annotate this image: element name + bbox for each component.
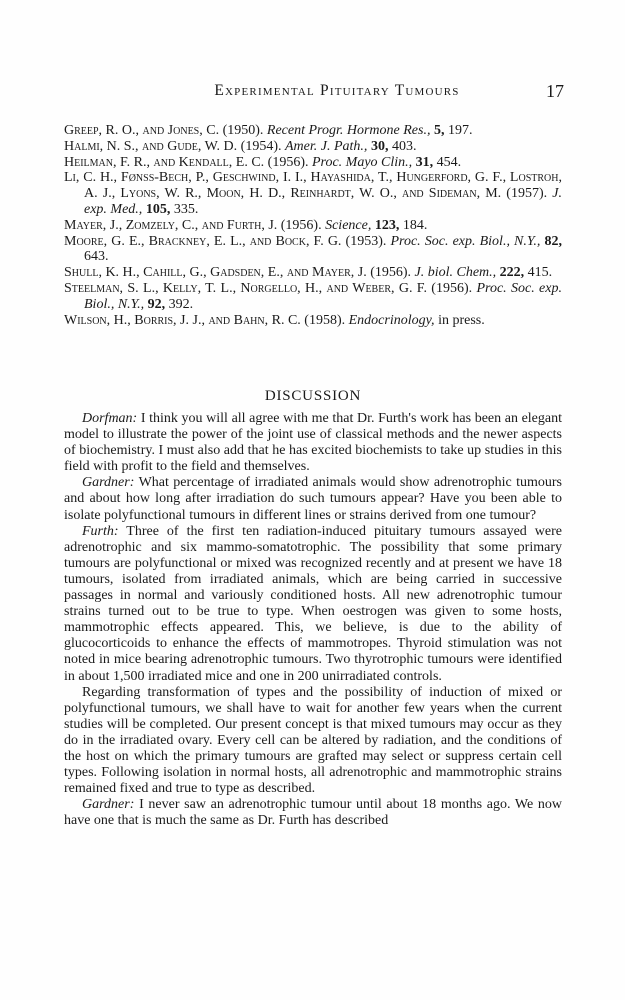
discussion-paragraph [64,475,562,523]
reference-volume: 82, [544,233,562,249]
reference-authors: Halmi, N. S., and Gude, W. D. (1954). [64,138,282,154]
paragraph-text: What percentage of irradiated animals would show adrenotrophic tumours and about how long after irradiation do such tumours appear? Have you been able to isolate polyfunctional tumours in different lines or strains derived from one tumour? [64,475,562,523]
discussion-heading: DISCUSSION [264,388,362,404]
paragraph-text: Regarding transformation of types and the possibility of induction of mixed or polyfunctional tumours, we shall have to wait for another few years when the current studies will be completed. Our present concept is that mixed tumours may occur as they do in the irradiated ovary. Every cell can be altered by radiation, and the conditions of the host on which the primary tumours are grafted may select or suppress certain cell types. Following isolation in normal hosts, all adrenotrophic and mammotrophic strains remained fixed and true to type as described. [64,684,562,797]
reference-authors: Mayer, J., Zomzely, C., and Furth, J. (1956). [64,217,322,233]
reference-journal: Endocrinology, [348,312,435,328]
speaker-name: Furth: [82,523,119,539]
reference-entry [64,123,562,139]
reference-authors: Heilman, F. R., and Kendall, E. C. (1956). [64,154,309,170]
reference-pages: 643. [84,249,109,265]
reference-journal: Proc. Mayo Clin., [311,154,413,170]
reference-volume: 30, [370,138,389,154]
speaker-name: Gardner: [82,475,135,491]
reference-entry [64,281,562,313]
reference-journal: Amer. J. Path., [285,138,368,154]
reference-journal: J. exp. Med., [84,186,563,217]
reference-authors: Shull, K. H., Cahill, G., Gadsden, E., and Mayer, J. (1956). [64,265,412,281]
reference-volume: 123, [374,217,400,233]
reference-authors: Moore, G. E., Brackney, E. L., and Bock, F. G. (1953). [64,233,387,249]
reference-list [64,123,562,328]
reference-pages: 454. [436,154,462,170]
running-head [110,82,564,110]
reference-volume: 222, [499,265,525,281]
reference-journal: Science, [325,217,372,233]
reference-pages: 197. [447,123,473,138]
reference-pages: in press. [438,312,485,328]
discussion-body [64,411,562,829]
speaker-name: Dorfman: [82,411,138,426]
discussion-paragraph [64,685,562,798]
reference-journal: J. biol. Chem., [414,265,497,281]
reference-authors: Greep, R. O., and Jones, C. (1950). [64,123,264,138]
page-number: 17 [546,81,564,101]
reference-journal: Recent Progr. Hormone Res., [266,123,431,138]
reference-entry [64,170,562,217]
reference-authors: Wilson, H., Borris, J. J., and Bahn, R. C. (1958). [64,312,346,328]
discussion-paragraph [64,524,562,685]
reference-volume: 105, [145,201,171,217]
reference-volume: 31, [415,154,434,170]
reference-journal: Proc. Soc. exp. Biol., N.Y., [390,233,541,249]
reference-entry [64,139,562,155]
reference-pages: 392. [168,296,194,312]
reference-entry [64,155,562,171]
paragraph-text: I think you will all agree with me that Dr. Furth's work has been an elegant model to illustrate the power of the joint use of classical methods and the newer aspects of biochemistry. I must also add that he has excited biochemists to take up studies in this field with profit to the field and themselves. [64,411,562,475]
reference-entry [64,313,562,329]
reference-entry [64,218,562,234]
reference-entry [64,265,562,281]
reference-authors: Li, C. H., Fønss-Bech, P., Geschwind, I. I., Hayashida, T., Hungerford, G. F., Lostroh, A. J., Lyons, W. R., Moon, H. D., Reinhardt, W. O., and Sideman, M. (1957). [64,170,562,202]
speaker-name: Gardner: [82,797,135,813]
reference-pages: 415. [527,265,553,281]
running-title: Experimental Pituitary Tumours [214,82,460,99]
paragraph-text: Three of the first ten radiation-induced pituitary tumours assayed were adrenotrophic and six mammo-somatotrophic. The possibility that some primary tumours are polyfunctional or mixed was recognized recently and at present we have 18 tumours, isolated from irradiated animals, which are being carried in successive passages in normal and variously conditioned hosts. All new adrenotrophic tumour strains turned out to be true to type. When oestrogen was given to some hosts, mammotrophic effects appeared. This, we believe, is due to the ability of glucocorticoids to enhance the effects of mammotropes. Thyroid stimulation was not noted in mice bearing adrenotrophic tumours. Two thyrotrophic tumours were identified in about 1,500 irradiated mice and one in 200 unirradiated controls. [64,523,562,684]
discussion-paragraph [64,411,562,475]
reference-volume: 92, [147,296,166,312]
reference-entry [64,234,562,266]
paragraph-text: I never saw an adrenotrophic tumour until about 18 months ago. We now have one that is much the same as Dr. Furth has described [64,797,562,829]
reference-pages: 184. [402,217,428,233]
discussion-paragraph [64,797,562,829]
reference-authors: Steelman, S. L., Kelly, T. L., Norgello, H., and Weber, G. F. (1956). [64,280,473,296]
reference-pages: 335. [173,201,199,217]
reference-volume: 5, [433,123,445,138]
reference-pages: 403. [391,138,417,154]
reference-journal: Proc. Soc. exp. Biol., N.Y., [84,280,562,312]
